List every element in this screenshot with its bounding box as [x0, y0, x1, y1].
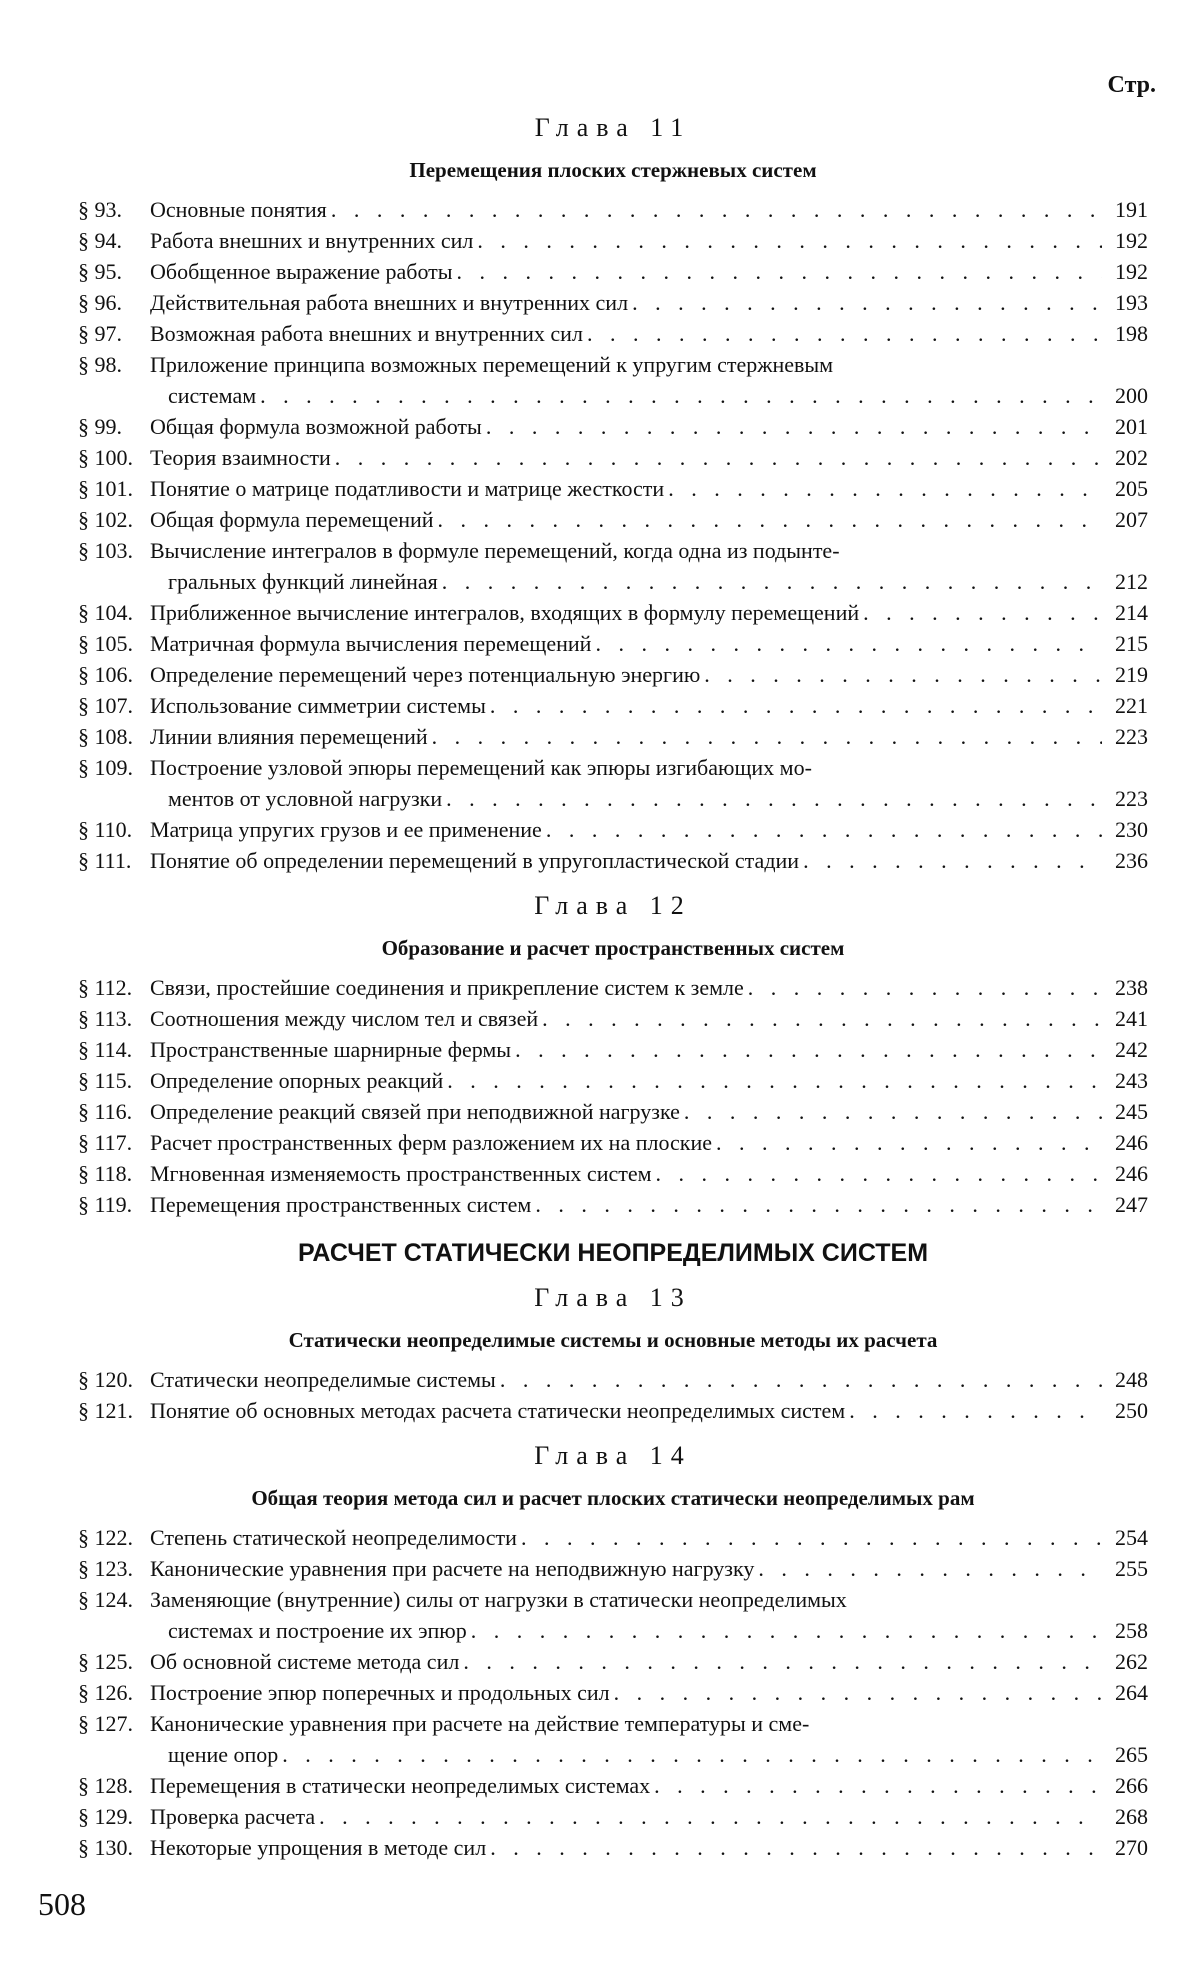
entry-leader-line [150, 1553, 1148, 1584]
entry-title: Матричная формула вычисления перемещений [150, 631, 592, 656]
entry-body [150, 597, 1148, 628]
entry-body [150, 1127, 1148, 1158]
toc-entry [78, 690, 1148, 721]
toc-entry [78, 972, 1148, 1003]
entry-title: гральных функций линейная [168, 569, 438, 594]
section-number: § 111. [78, 848, 132, 873]
entry-page-number: 219 [1115, 662, 1148, 687]
entry-page-number: 262 [1115, 1649, 1148, 1674]
toc-entry [78, 1584, 1148, 1646]
dot-leader [654, 1770, 1102, 1801]
entry-page-number: 254 [1115, 1525, 1148, 1550]
section-number: § 125. [78, 1649, 133, 1674]
entry-body [150, 1522, 1148, 1553]
toc-entry [78, 752, 1148, 814]
entry-body [150, 628, 1148, 659]
section-number: § 127. [78, 1711, 133, 1736]
part-title: РАСЧЕТ СТАТИЧЕСКИ НЕОПРЕДЕЛИМЫХ СИСТЕМ [297, 1239, 929, 1267]
section-number: § 113. [78, 1006, 133, 1031]
toc-entry [78, 1770, 1148, 1801]
entry-title: Построение эпюр поперечных и продольных сил [150, 1680, 610, 1705]
entry-leader-line [150, 690, 1148, 721]
dot-leader [438, 504, 1102, 535]
entry-leader-line [150, 628, 1148, 659]
entry-page-number: 221 [1115, 693, 1148, 718]
entry-title: Понятие об определении перемещений в упругопластической стадии [150, 848, 800, 873]
entry-title: Действительная работа внешних и внутренних сил [150, 290, 629, 315]
toc-entry [78, 287, 1148, 318]
entry-page-number: 200 [1115, 383, 1148, 408]
entry-page-number: 241 [1115, 1006, 1148, 1031]
toc-entry [78, 814, 1148, 845]
section-number: § 130. [78, 1835, 133, 1860]
entry-leader-line [150, 721, 1148, 752]
entry-leader-line [150, 442, 1148, 473]
entry-leader-line [150, 256, 1148, 287]
section-number: § 108. [78, 724, 133, 749]
entry-leader-line [150, 473, 1148, 504]
entry-leader-line [150, 1615, 1148, 1646]
entry-title: Понятие об основных методах расчета статически неопределимых систем [150, 1398, 846, 1423]
toc-entry [78, 1003, 1148, 1034]
dot-leader [656, 1158, 1102, 1189]
dot-leader [282, 1739, 1102, 1770]
entry-body [150, 535, 1148, 597]
dot-leader [587, 318, 1102, 349]
entry-body [150, 1065, 1148, 1096]
toc-entry [78, 1677, 1148, 1708]
entry-title: Определение реакций связей при неподвижной нагрузке [150, 1099, 680, 1124]
dot-leader [758, 1553, 1102, 1584]
entry-title: Линии влияния перемещений [150, 724, 428, 749]
section-number: § 95. [78, 259, 122, 284]
dot-leader [442, 566, 1102, 597]
dot-leader [863, 597, 1102, 628]
section-number: § 117. [78, 1130, 133, 1155]
dot-leader [546, 814, 1102, 845]
entry-title: Определение перемещений через потенциальную энергию [150, 662, 701, 687]
dot-leader [319, 1801, 1102, 1832]
entry-title: Связи, простейшие соединения и прикрепление систем к земле [150, 975, 744, 1000]
toc-entry [78, 1158, 1148, 1189]
toc-entry [78, 721, 1148, 752]
section-number: § 97. [78, 321, 122, 346]
section-number: § 96. [78, 290, 122, 315]
chapter-block [78, 112, 1148, 876]
dot-leader [490, 690, 1102, 721]
toc-entry [78, 1364, 1148, 1395]
toc-entry [78, 473, 1148, 504]
section-number: § 120. [78, 1367, 133, 1392]
entry-page-number: 230 [1115, 817, 1148, 842]
toc-entry [78, 1065, 1148, 1096]
entry-body [150, 659, 1148, 690]
entry-leader-line [150, 597, 1148, 628]
chapter-title: Глава 12 [534, 891, 692, 920]
entry-leader-line [150, 1801, 1148, 1832]
toc-entry [78, 597, 1148, 628]
entry-title: системах и построение их эпюр [168, 1618, 467, 1643]
entry-page-number: 246 [1115, 1130, 1148, 1155]
section-number: § 129. [78, 1804, 133, 1829]
entry-page-number: 250 [1115, 1398, 1148, 1423]
chapters-group-2 [78, 1282, 1148, 1863]
entry-title-line: Заменяющие (внутренние) силы от нагрузки в статически неопределимых [150, 1587, 847, 1612]
entry-title: Приближенное вычисление интегралов, входящих в формулу перемещений [150, 600, 860, 625]
entry-title: Обобщенное выражение работы [150, 259, 453, 284]
chapter-block [78, 1282, 1148, 1426]
entry-leader-line [150, 566, 1148, 597]
section-number: § 115. [78, 1068, 133, 1093]
entry-leader-line [150, 1364, 1148, 1395]
page-number: 508 [38, 1886, 86, 1922]
toc-entry [78, 442, 1148, 473]
dot-leader [542, 1003, 1102, 1034]
entry-title: Понятие о матрице податливости и матрице жесткости [150, 476, 665, 501]
entry-body [150, 845, 1148, 876]
toc-entry [78, 1189, 1148, 1220]
chapter-block [78, 890, 1148, 1220]
entry-leader-line [150, 411, 1148, 442]
entry-leader-line [150, 814, 1148, 845]
dot-leader [477, 225, 1102, 256]
dot-leader [849, 1395, 1102, 1426]
entry-leader-line [150, 504, 1148, 535]
entry-leader-line [150, 972, 1148, 1003]
entry-body [150, 1553, 1148, 1584]
entry-title: Статически неопределимые системы [150, 1367, 496, 1392]
entry-page-number: 246 [1115, 1161, 1148, 1186]
entry-page-number: 223 [1115, 786, 1148, 811]
entry-title: Пространственные шарнирные фермы [150, 1037, 512, 1062]
entry-body [150, 194, 1148, 225]
entry-page-number: 193 [1115, 290, 1148, 315]
entry-body [150, 256, 1148, 287]
dot-leader [632, 287, 1102, 318]
entry-leader-line [150, 1096, 1148, 1127]
section-number: § 101. [78, 476, 133, 501]
section-number: § 109. [78, 755, 133, 780]
entry-title: Общая формула возможной работы [150, 414, 482, 439]
entry-page-number: 242 [1115, 1037, 1148, 1062]
section-number: § 94. [78, 228, 122, 253]
entry-leader-line [150, 659, 1148, 690]
entry-leader-line [150, 1065, 1148, 1096]
dot-leader [260, 380, 1102, 411]
section-number: § 99. [78, 414, 122, 439]
entry-leader-line [150, 1127, 1148, 1158]
section-number: § 106. [78, 662, 133, 687]
entry-leader-line [150, 783, 1148, 814]
entry-leader-line [150, 225, 1148, 256]
dot-leader [748, 972, 1102, 1003]
entry-body [150, 225, 1148, 256]
entry-page-number: 245 [1115, 1099, 1148, 1124]
dot-leader [490, 1832, 1102, 1863]
entry-title: Теория взаимности [150, 445, 331, 470]
entry-body [150, 1801, 1148, 1832]
dot-leader [447, 1065, 1102, 1096]
entry-title: Основные понятия [150, 197, 327, 222]
entry-title: щение опор [168, 1742, 279, 1767]
toc-entry [78, 411, 1148, 442]
chapter-block [78, 1440, 1148, 1863]
entry-title-line: Приложение принципа возможных перемещений к упругим стержневым [150, 352, 834, 377]
entry-title-line: Канонические уравнения при расчете на действие температуры и сме- [150, 1711, 810, 1736]
entry-body [150, 1364, 1148, 1395]
entry-leader-line [150, 1034, 1148, 1065]
entry-body [150, 814, 1148, 845]
entry-leader-line [150, 1003, 1148, 1034]
chapter-subtitle: Образование и расчет пространственных систем [381, 936, 845, 960]
chapter-title: Глава 13 [534, 1283, 692, 1312]
dot-leader [716, 1127, 1102, 1158]
entry-leader-line [150, 1770, 1148, 1801]
entry-leader-line [150, 1739, 1148, 1770]
dot-leader [521, 1522, 1102, 1553]
entry-leader-line [150, 380, 1148, 411]
entry-page-number: 223 [1115, 724, 1148, 749]
entry-body [150, 1158, 1148, 1189]
entry-title: Перемещения пространственных систем [150, 1192, 532, 1217]
entry-body [150, 1189, 1148, 1220]
entry-page-number: 202 [1115, 445, 1148, 470]
entry-page-number: 192 [1115, 259, 1148, 284]
dot-leader [500, 1364, 1102, 1395]
section-number: § 107. [78, 693, 133, 718]
entry-title: Возможная работа внешних и внутренних сил [150, 321, 583, 346]
entry-leader-line [150, 1522, 1148, 1553]
entry-leader-line [150, 1189, 1148, 1220]
dot-leader [614, 1677, 1102, 1708]
entry-page-number: 264 [1115, 1680, 1148, 1705]
chapter-title: Глава 11 [534, 113, 692, 142]
toc-entry [78, 1553, 1148, 1584]
entry-body [150, 287, 1148, 318]
toc-entry [78, 1522, 1148, 1553]
chapters-group-1 [78, 112, 1148, 1220]
toc-entry [78, 504, 1148, 535]
dot-leader [595, 628, 1102, 659]
dot-leader [457, 256, 1102, 287]
toc-entry [78, 194, 1148, 225]
section-number: § 102. [78, 507, 133, 532]
toc-entry [78, 1832, 1148, 1863]
entry-title: системам [168, 383, 257, 408]
entry-page-number: 198 [1115, 321, 1148, 346]
entry-title: Некоторые упрощения в методе сил [150, 1835, 487, 1860]
entry-title: ментов от условной нагрузки [168, 786, 443, 811]
entry-body [150, 1395, 1148, 1426]
dot-leader [432, 721, 1102, 752]
toc-entry [78, 659, 1148, 690]
entry-title: Мгновенная изменяемость пространственных систем [150, 1161, 652, 1186]
dot-leader [515, 1034, 1102, 1065]
entry-title: Проверка расчета [150, 1804, 316, 1829]
section-number: § 122. [78, 1525, 133, 1550]
entry-page-number: 192 [1115, 228, 1148, 253]
section-number: § 105. [78, 631, 133, 656]
toc-entry [78, 535, 1148, 597]
toc-entry [78, 1096, 1148, 1127]
entry-leader-line [150, 1677, 1148, 1708]
chapter-subtitle: Статически неопределимые системы и основные методы их расчета [288, 1328, 938, 1352]
toc-entry [78, 1801, 1148, 1832]
section-number: § 100. [78, 445, 133, 470]
dot-leader [335, 442, 1102, 473]
toc-entry [78, 1127, 1148, 1158]
chapter-title: Глава 14 [534, 1441, 692, 1470]
entry-title: Степень статической неопределимости [150, 1525, 517, 1550]
section-number: § 110. [78, 817, 133, 842]
entry-body [150, 1677, 1148, 1708]
entry-title: Матрица упругих грузов и ее применение [150, 817, 542, 842]
section-number: § 128. [78, 1773, 133, 1798]
entry-page-number: 266 [1115, 1773, 1148, 1798]
entry-title-line: Построение узловой эпюры перемещений как эпюры изгибающих мо- [150, 755, 812, 780]
entry-title: Определение опорных реакций [150, 1068, 444, 1093]
entry-body [150, 1584, 1148, 1646]
entry-body [150, 411, 1148, 442]
entry-page-number: 207 [1115, 507, 1148, 532]
page-column-label: Стр. [1107, 72, 1156, 98]
section-number: § 119. [78, 1192, 133, 1217]
entry-leader-line [150, 1395, 1148, 1426]
entry-body [150, 1770, 1148, 1801]
entry-body [150, 442, 1148, 473]
section-number: § 98. [78, 352, 122, 377]
entry-body [150, 318, 1148, 349]
entry-page-number: 248 [1115, 1367, 1148, 1392]
section-number: § 93. [78, 197, 122, 222]
entry-body [150, 349, 1148, 411]
section-number: § 123. [78, 1556, 133, 1581]
section-number: § 121. [78, 1398, 133, 1423]
entry-page-number: 270 [1115, 1835, 1148, 1860]
dot-leader [535, 1189, 1102, 1220]
entry-page-number: 191 [1115, 197, 1148, 222]
entry-page-number: 243 [1115, 1068, 1148, 1093]
entry-page-number: 214 [1115, 600, 1148, 625]
entry-page-number: 255 [1115, 1556, 1148, 1581]
entry-body [150, 721, 1148, 752]
entry-title: Расчет пространственных ферм разложением их на плоские [150, 1130, 713, 1155]
entry-page-number: 236 [1115, 848, 1148, 873]
dot-leader [463, 1646, 1102, 1677]
section-number: § 104. [78, 600, 133, 625]
toc-entry [78, 349, 1148, 411]
entry-leader-line [150, 318, 1148, 349]
dot-leader [486, 411, 1102, 442]
entry-leader-line [150, 845, 1148, 876]
entry-page-number: 258 [1115, 1618, 1148, 1643]
section-number: § 103. [78, 538, 133, 563]
chapter-subtitle: Общая теория метода сил и расчет плоских статически неопределимых рам [251, 1486, 975, 1510]
section-number: § 118. [78, 1161, 133, 1186]
dot-leader [471, 1615, 1102, 1646]
section-number: § 126. [78, 1680, 133, 1705]
entry-leader-line [150, 1158, 1148, 1189]
entry-title: Канонические уравнения при расчете на неподвижную нагрузку [150, 1556, 755, 1581]
entry-body [150, 690, 1148, 721]
section-number: § 112. [78, 975, 133, 1000]
entry-title-line: Вычисление интегралов в формуле перемещений, когда одна из подынте- [150, 538, 840, 563]
entry-leader-line [150, 1646, 1148, 1677]
entry-body [150, 1034, 1148, 1065]
toc-entry [78, 1646, 1148, 1677]
toc-entry [78, 845, 1148, 876]
toc-entry [78, 1708, 1148, 1770]
toc-entry [78, 318, 1148, 349]
chapter-subtitle: Перемещения плоских стержневых систем [409, 158, 817, 182]
entry-page-number: 268 [1115, 1804, 1148, 1829]
toc-entry [78, 225, 1148, 256]
entry-body [150, 1646, 1148, 1677]
entry-title: Об основной системе метода сил [150, 1649, 460, 1674]
entry-page-number: 212 [1115, 569, 1148, 594]
entry-body [150, 972, 1148, 1003]
entry-title: Соотношения между числом тел и связей [150, 1006, 539, 1031]
entry-page-number: 215 [1115, 631, 1148, 656]
dot-leader [668, 473, 1102, 504]
toc-entry [78, 628, 1148, 659]
dot-leader [446, 783, 1102, 814]
dot-leader [331, 194, 1102, 225]
section-number: § 114. [78, 1037, 133, 1062]
entry-body [150, 504, 1148, 535]
entry-title: Использование симметрии системы [150, 693, 486, 718]
entry-page-number: 238 [1115, 975, 1148, 1000]
dot-leader [684, 1096, 1102, 1127]
section-number: § 124. [78, 1587, 133, 1612]
entry-body [150, 1003, 1148, 1034]
dot-leader [704, 659, 1102, 690]
entry-leader-line [150, 287, 1148, 318]
toc-entry [78, 256, 1148, 287]
entry-body [150, 1708, 1148, 1770]
table-of-contents [78, 98, 1148, 1863]
entry-page-number: 265 [1115, 1742, 1148, 1767]
entry-page-number: 201 [1115, 414, 1148, 439]
entry-leader-line [150, 194, 1148, 225]
entry-body [150, 473, 1148, 504]
entry-page-number: 247 [1115, 1192, 1148, 1217]
entry-body [150, 752, 1148, 814]
entry-title: Перемещения в статически неопределимых системах [150, 1773, 651, 1798]
entry-title: Работа внешних и внутренних сил [150, 228, 474, 253]
entry-body [150, 1832, 1148, 1863]
entry-title: Общая формула перемещений [150, 507, 434, 532]
toc-entry [78, 1034, 1148, 1065]
entry-body [150, 1096, 1148, 1127]
dot-leader [803, 845, 1102, 876]
section-number: § 116. [78, 1099, 133, 1124]
entry-leader-line [150, 1832, 1148, 1863]
toc-entry [78, 1395, 1148, 1426]
entry-page-number: 205 [1115, 476, 1148, 501]
